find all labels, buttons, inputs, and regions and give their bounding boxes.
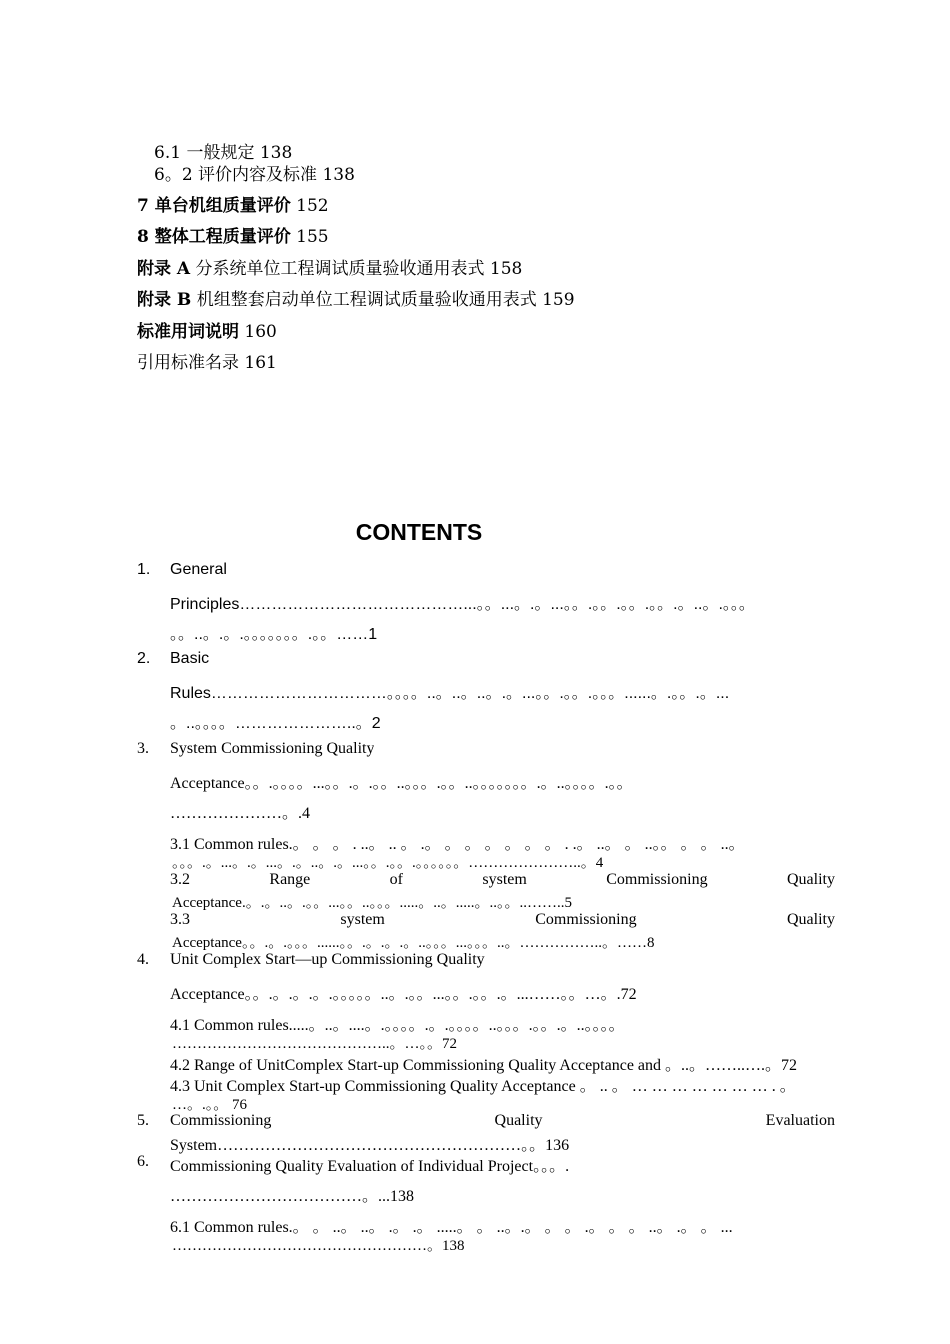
toc-4-line2: Acceptance。。.。.。.。.。。。。。..。.。。...。。.。。.。...……。。…。.72 (170, 986, 637, 1003)
toc-5-line1: Commissioning Quality Evaluation (170, 1112, 835, 1129)
toc-4-1-line1: 4.1 Common rules.....。..。....。.。。。。.。.。。。。..。。。.。。.。..。。。。 (170, 1017, 625, 1034)
contents-title: CONTENTS (355, 519, 483, 545)
toc-2-number: 2. (137, 650, 151, 667)
toc-5-line2: System…………………………………………………。。136 (170, 1137, 570, 1154)
toc-6-1-line1: 6.1 Common rules.。 。 ..。 ..。 .。 .。 .....。 。 ..。.。 。 。 .。 。 。 ..。 .。 。 ... (170, 1219, 733, 1236)
toc-4-3-line2: …。.。。 76 (172, 1097, 248, 1113)
toc-3-2-line2: Acceptance.。.。..。.。。...。。..。。。.....。..。.....。..。。..……..5 (172, 895, 572, 911)
toc-1-title: General (170, 561, 227, 578)
cn-toc-references: 引用标准名录 161 (137, 353, 277, 373)
toc-3-title: System Commissioning Quality (170, 740, 375, 757)
toc-4-1-line2: ……………………………………..。…。。72 (172, 1036, 458, 1052)
toc-3-1-line2: 。。。.。...。.。...。.。..。.。...。。.。。.。。。。。。…………………..。4 (172, 855, 604, 871)
toc-3-2-line1: 3.2 Range of system Commissioning Quality (170, 871, 835, 888)
cn-toc-item-6-2: 6。2 评价内容及标准 138 (154, 165, 355, 185)
toc-3-number: 3. (137, 740, 149, 757)
toc-6-number: 6. (137, 1153, 149, 1170)
cn-toc-terms: 标准用词说明 160 (137, 322, 277, 342)
cn-toc-item-7: 7 单台机组质量评价 152 (137, 196, 329, 216)
toc-6-line2: ………………………………。...138 (170, 1188, 415, 1205)
toc-4-title: Unit Complex Start—up Commissioning Quality (170, 951, 485, 968)
cn-toc-item-6-1: 6.1 一般规定 138 (154, 143, 293, 163)
toc-3-3-line2: Acceptance。。.。.。。。......。。.。.。.。..。。。...。。。..。……………..。……8 (172, 935, 655, 951)
toc-1-number: 1. (137, 561, 151, 578)
toc-2-line2: Rules……………………………。。。。..。..。..。.。...。。.。。.。。。......。.。。.。... (170, 685, 730, 702)
toc-4-number: 4. (137, 951, 149, 968)
cn-toc-item-8: 8 整体工程质量评价 155 (137, 227, 329, 247)
toc-3-line3: …………………。.4 (170, 805, 311, 822)
toc-3-3-line1: 3.3 system Commissioning Quality (170, 911, 835, 928)
toc-1-line3: 。。..。.。.。。。。。。。.。。……1 (170, 626, 378, 643)
toc-3-1-line1: 3.1 Common rules.。 。 。 . ..。 .. 。 .。 。 。 。 。 。 。 . .。 ..。 。 ..。。 。 。 ..。 (170, 836, 745, 853)
toc-5-number: 5. (137, 1112, 149, 1129)
cn-toc-appendix-b: 附录 B 机组整套启动单位工程调试质量验收通用表式 159 (137, 290, 575, 310)
cn-toc-appendix-a: 附录 A 分系统单位工程调试质量验收通用表式 158 (137, 259, 523, 279)
toc-2-line3: 。..。。。。…………………..。2 (170, 715, 381, 732)
toc-3-line2: Acceptance。。.。。。。...。。.。.。。..。。。.。。..。。。。。。。.。..。。。。.。。 (170, 775, 633, 792)
toc-1-line2: Principles……………………………………...。。...。.。...。。.。。.。。.。。.。..。.。。。 (170, 596, 755, 613)
toc-6-title: Commissioning Quality Evaluation of Individual Project。。。. (170, 1158, 570, 1175)
toc-4-3-line1: 4.3 Unit Complex Start-up Commissioning Quality Acceptance 。 .. 。 … … … … … … … . 。 (170, 1078, 796, 1095)
toc-2-title: Basic (170, 650, 210, 667)
toc-4-2-line1: 4.2 Range of UnitComplex Start-up Commissioning Quality Acceptance and 。..。……..….。72 (170, 1057, 798, 1074)
toc-6-1-line2: ……………………………………………。138 (172, 1238, 465, 1254)
